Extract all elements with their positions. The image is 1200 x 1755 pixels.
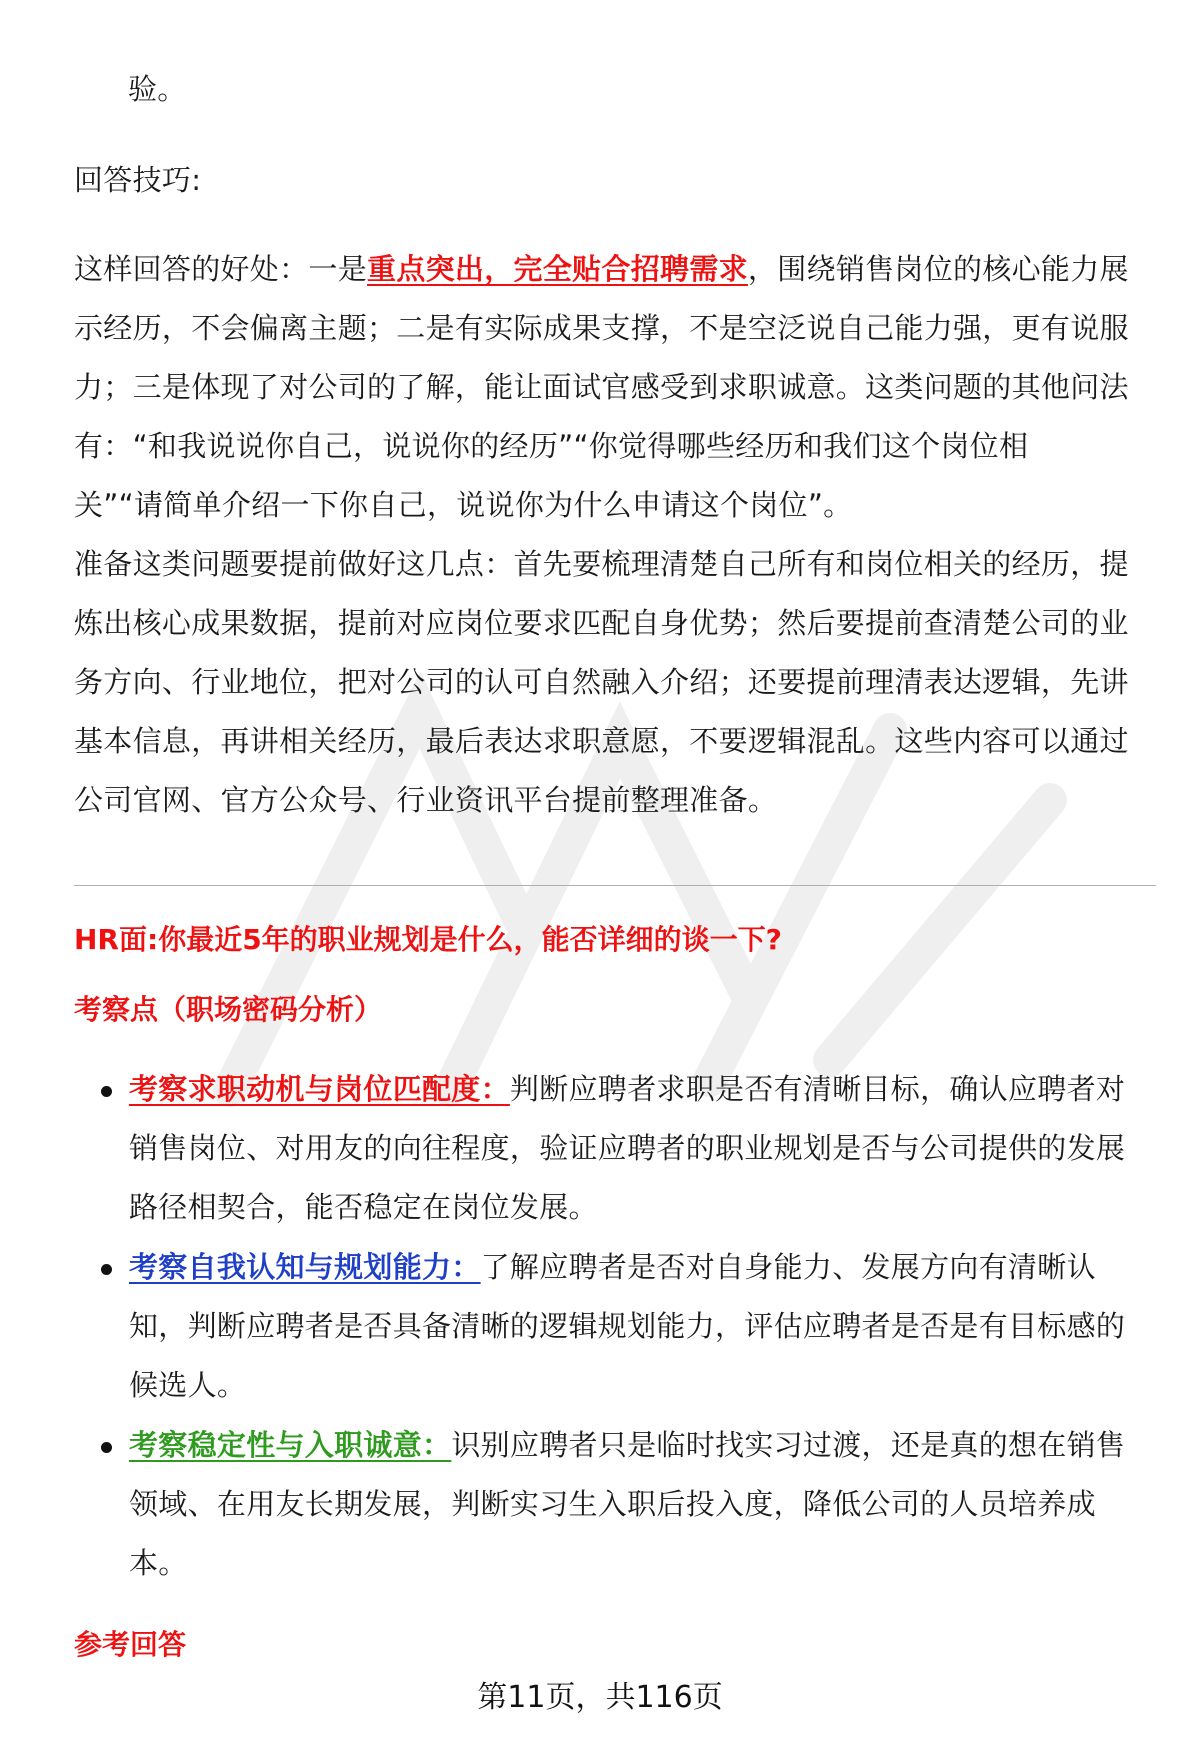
bullet-line-1-rest: 识别应聘者只是临时找实习过渡，还是真的想在销售 [451, 1428, 1126, 1462]
benefits-highlight: 重点突出，完全贴合招聘需求 [367, 252, 748, 286]
bullet-line-2: 知，判断应聘者是否具备清晰的逻辑规划能力，评估应聘者是否是有目标感的 [129, 1309, 1126, 1343]
bullet-text [129, 1416, 1164, 1593]
benefits-paragraph [74, 240, 1154, 535]
benefits-line-1-pre: 这样回答的好处：一是 [74, 252, 368, 286]
bullet-line-2: 领域、在用友长期发展，判断实习生入职后投入度，降低公司的人员培养成 [129, 1487, 1096, 1521]
prep-line-4: 基本信息，再讲相关经历，最后表达求职意愿，不要逻辑混乱。这些内容可以通过 [74, 724, 1129, 758]
benefits-line-2: 示经历，不会偏离主题；二是有实际成果支撑，不是空泛说自己能力强，更有说服 [74, 311, 1129, 345]
prep-line-3: 务方向、行业地位，把对公司的认可自然融入介绍；还要提前理清表达逻辑，先讲 [74, 665, 1129, 699]
prep-line-2: 炼出核心成果数据，提前对应岗位要求匹配自身优势；然后要提前查清楚公司的业 [74, 606, 1129, 640]
tips-label-text: 回答技巧: [74, 163, 202, 197]
bullet-line-2: 销售岗位、对用友的向往程度，验证应聘者的职业规划是否与公司提供的发展 [129, 1131, 1126, 1165]
bullet-line-3: 本。 [129, 1546, 188, 1580]
prep-line-1: 准备这类问题要提前做好这几点：首先要梳理清楚自己所有和岗位相关的经历，提 [74, 547, 1129, 581]
benefits-line-1-post: ，围绕销售岗位的核心能力展 [747, 252, 1129, 286]
reference-answer-heading: 参考回答 [74, 1628, 187, 1661]
bullet-keyword: 考察稳定性与入职诚意： [129, 1428, 452, 1462]
bullet-dot-icon [101, 1442, 112, 1453]
bullet-dot-icon [101, 1086, 112, 1097]
bullet-line-1-rest: 判断应聘者求职是否有清晰目标，确认应聘者对 [509, 1072, 1126, 1106]
bullet-line-1 [129, 1060, 1164, 1119]
bullet-keyword: 考察自我认知与规划能力： [129, 1250, 481, 1284]
bullet-dot-icon [101, 1264, 112, 1275]
continuation-line: 验。 [128, 72, 187, 106]
benefits-line-4: 有：“和我说说你自己，说说你的经历”“你觉得哪些经历和我们这个岗位相 [74, 429, 1029, 463]
continuation-text [128, 60, 1200, 119]
bullet-text [129, 1238, 1164, 1415]
bullet-line-3: 路径相契合，能否稳定在岗位发展。 [129, 1190, 598, 1224]
question-title: HR面:你最近5年的职业规划是什么，能否详细的谈一下? [74, 923, 782, 956]
bullet-line-1 [129, 1416, 1164, 1475]
bullet-keyword: 考察求职动机与岗位匹配度： [129, 1072, 510, 1106]
bullet-line-3: 候选人。 [129, 1368, 247, 1402]
focus-heading: 考察点（职场密码分析） [74, 993, 383, 1026]
benefits-line-3: 力；三是体现了对公司的了解，能让面试官感受到求职诚意。这类问题的其他问法 [74, 370, 1129, 404]
bullet-line-1-rest: 了解应聘者是否对自身能力、发展方向有清晰认 [480, 1250, 1096, 1284]
page-number-footer: 第11页，共116页 [477, 1680, 723, 1715]
bullet-text [129, 1060, 1164, 1237]
bullet-line-1 [129, 1238, 1164, 1297]
preparation-paragraph [74, 535, 1154, 830]
benefits-line-5: 关”“请简单介绍一下你自己，说说你为什么申请这个岗位”。 [74, 488, 853, 522]
section-divider [74, 885, 1156, 886]
prep-line-5: 公司官网、官方公众号、行业资讯平台提前整理准备。 [74, 783, 778, 817]
tips-label [74, 151, 1154, 210]
benefits-line-1 [74, 240, 1154, 299]
